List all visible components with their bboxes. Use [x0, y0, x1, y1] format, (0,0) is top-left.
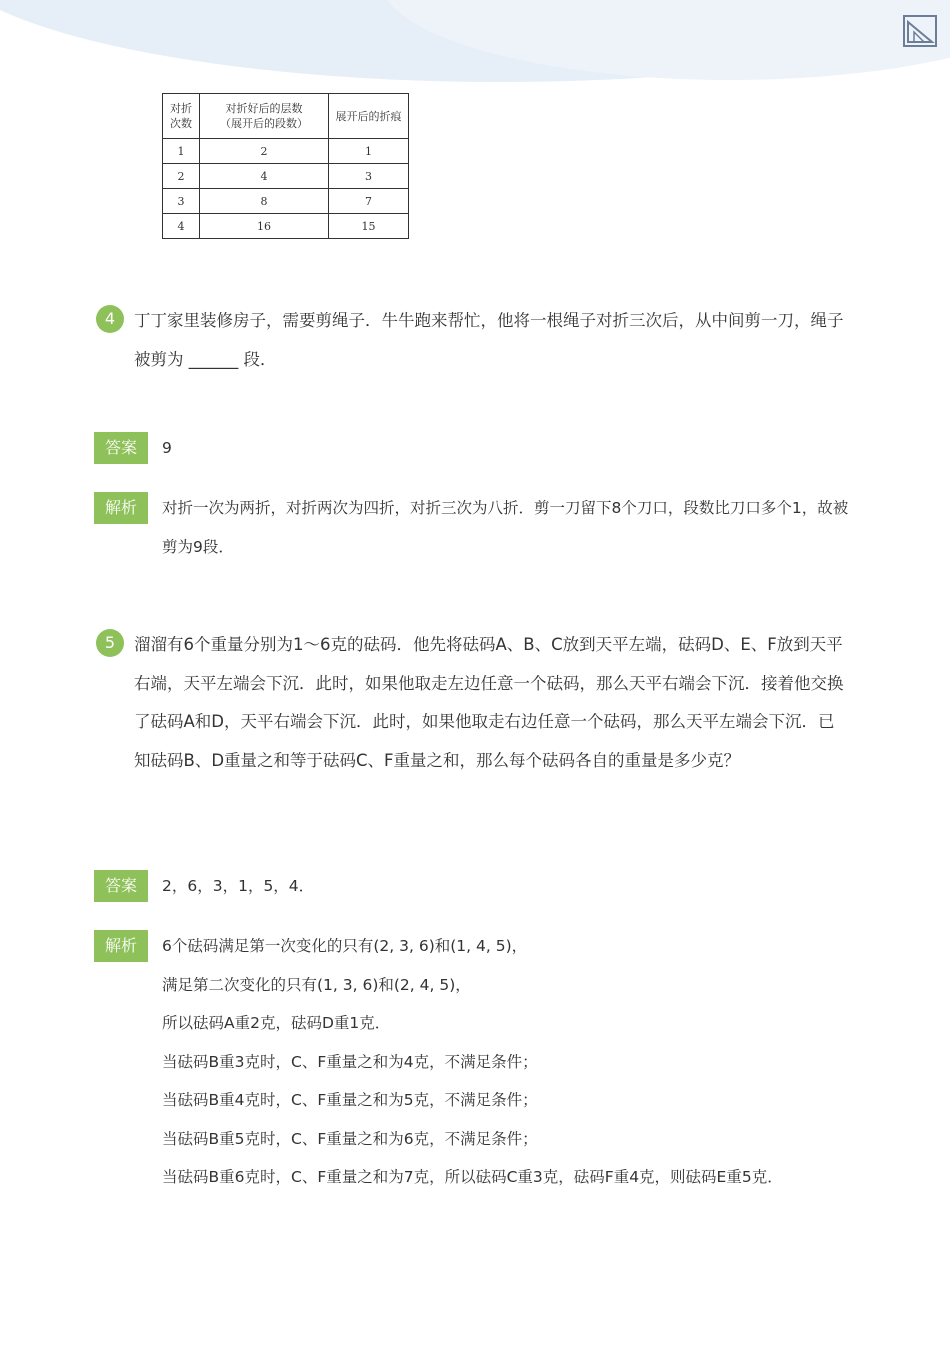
table-cell: 7: [329, 189, 409, 214]
analysis-line: 当砝码B重5克时，C、F重量之和为6克，不满足条件；: [162, 1129, 538, 1148]
question-number-badge: 4: [96, 305, 124, 333]
table-cell: 4: [163, 214, 200, 239]
question-number-badge: 5: [96, 629, 124, 657]
analysis-line: 当砝码B重3克时，C、F重量之和为4克，不满足条件；: [162, 1052, 538, 1071]
analysis-line: 6个砝码满足第一次变化的只有(2, 3, 6)和(1, 4, 5)，: [162, 937, 528, 955]
table-cell: 16: [200, 214, 329, 239]
analysis-text: 对折一次为两折，对折两次为四折，对折三次为八折．剪一刀留下8个刀口，段数比刀口多个1，故被剪为9段．: [162, 499, 849, 556]
table-cell: 8: [200, 189, 329, 214]
answer-label: 答案: [94, 432, 148, 464]
folding-table: [162, 93, 409, 239]
table-header-row: [163, 94, 409, 139]
table-header-cell: [329, 94, 409, 139]
table-row: [163, 214, 409, 239]
table-row: [163, 189, 409, 214]
question-text: 溜溜有6个重量分别为1～6克的砝码．他先将砝码A、B、C放到天平左端，砝码D、E、F放到天平右端，天平左端会下沉．此时，如果他取走左边任意一个砝码，那么天平右端会下沉．接着他交换了砝码A和D，天平右端会下沉．此时，如果他取走右边任意一个砝码，那么天平左端会下沉．已知砝码B、D重量之和等于砝码C、F重量之和，那么每个砝码各自的重量是多少克？: [134, 635, 844, 770]
analysis-label: 解析: [94, 492, 148, 524]
analysis-line: 满足第二次变化的只有(1, 3, 6)和(2, 4, 5)，: [162, 975, 471, 994]
table-header-cell: [163, 94, 200, 139]
header-text: 对折好后的层数 （展开后的段数）: [220, 102, 308, 130]
table-cell: 15: [329, 214, 409, 239]
header-text: 对折 次数: [170, 102, 192, 130]
answer-text: 9: [162, 439, 172, 457]
table-row: [163, 139, 409, 164]
publisher-logo-icon: [902, 14, 938, 48]
analysis-text: [162, 927, 852, 1197]
table-cell: 3: [329, 164, 409, 189]
table-header-cell: [200, 94, 329, 139]
table-cell: 2: [200, 139, 329, 164]
table-row: [163, 164, 409, 189]
header-text: 展开后的折痕: [335, 109, 402, 123]
analysis-label: 解析: [94, 930, 148, 962]
answer-label: 答案: [94, 870, 148, 902]
table-cell: 1: [329, 139, 409, 164]
analysis-line: 当砝码B重4克时，C、F重量之和为5克，不满足条件；: [162, 1091, 538, 1109]
analysis-line: 所以砝码A重2克，砝码D重1克．: [162, 1014, 391, 1032]
table-cell: 1: [163, 139, 200, 164]
table-cell: 4: [200, 164, 329, 189]
table-cell: 2: [163, 164, 200, 189]
question-text: 丁丁家里装修房子，需要剪绳子．牛牛跑来帮忙，他将一根绳子对折三次后，从中间剪一刀，绳子被剪为 ______ 段．: [134, 311, 844, 369]
table-cell: 3: [163, 189, 200, 214]
analysis-line: 当砝码B重6克时，C、F重量之和为7克，所以砝码C重3克，砝码F重4克，则砝码E重5克．: [162, 1168, 783, 1186]
answer-text: 2，6，3，1，5，4．: [162, 877, 315, 895]
